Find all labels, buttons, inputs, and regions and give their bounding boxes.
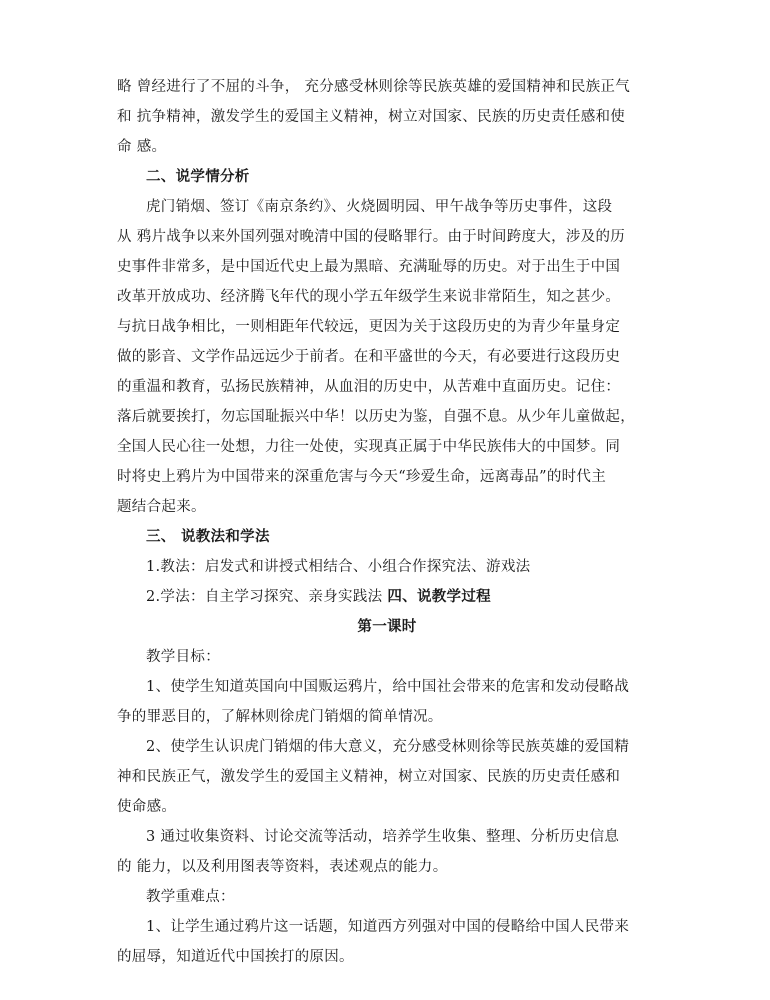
text-line: 做的影音、文学作品远远少于前者。在和平盛世的今天，有必要进行这段历史	[117, 349, 621, 365]
text-line: 2、使学生认识虎门销烟的伟大意义，充分感受林则徐等民族英雄的爱国精	[146, 739, 630, 755]
lesson-title: 第一课时	[357, 618, 417, 635]
text-line: 的 能力，以及利用图表等资料，表述观点的能力。	[117, 859, 448, 875]
text-line: 3 通过收集资料、讨论交流等活动，培养学生收集、整理、分析历史信息	[146, 829, 620, 845]
text-line: 和 抗争精神，激发学生的爱国主义精神，树立对国家、民族的历史责任感和使	[117, 109, 626, 125]
text-line: 从 鸦片战争以来外国列强对晚清中国的侵略罪行。由于时间跨度大，涉及的历	[117, 229, 626, 245]
text-line: 题结合起来。	[117, 499, 206, 515]
text-line: 1.教法：启发式和讲授式相结合、小组合作探究法、游戏法	[146, 559, 531, 575]
text-line: 使命感。	[117, 799, 177, 815]
section-heading: 二、说学情分析	[146, 168, 250, 185]
text-line: 略 曾经进行了不屈的斗争， 充分感受林则徐等民族英雄的爱国精神和民族正气	[117, 79, 631, 95]
section-heading: 四、说教学过程	[387, 588, 491, 605]
text-line: 命 感。	[117, 139, 167, 155]
text-line: 1、让学生通过鸦片这一话题，知道西方列强对中国的侵略给中国人民带来	[146, 919, 630, 935]
text-line: 教学重难点：	[146, 889, 235, 905]
text-line: 虎门销烟、签订《南京条约》、火烧圆明园、甲午战争等历史事件，这段	[146, 199, 613, 215]
text-line: 的重温和教育，弘扬民族精神，从血泪的历史中，从苦难中直面历史。记住：	[117, 379, 621, 395]
text-line: 与抗日战争相比，一则相距年代较远，更因为关于这段历史的为青少年量身定	[117, 319, 621, 335]
text-line: 落后就要挨打，勿忘国耻振兴中华！以历史为鉴，自强不息。从少年儿童做起，	[117, 409, 635, 425]
text-line: 神和民族正气，激发学生的爱国主义精神，树立对国家、民族的历史责任感和	[117, 769, 621, 785]
text-line: 时将史上鸦片为中国带来的深重危害与今天“珍爱生命，远离毒品”的时代主	[117, 469, 607, 485]
document-page	[117, 72, 657, 972]
text-span: 2.学法：自主学习探究、亲身实践法	[146, 589, 383, 605]
text-line: 的屈辱，知道近代中国挨打的原因。	[117, 949, 354, 965]
text-line: 全国人民心往一处想，力往一处使，实现真正属于中华民族伟大的中国梦。同	[117, 439, 621, 455]
text-line: 教学目标：	[146, 649, 220, 665]
text-line: 争的罪恶目的，了解林则徐虎门销烟的简单情况。	[117, 709, 443, 725]
text-line: 1、使学生知道英国向中国贩运鸦片，给中国社会带来的危害和发动侵略战	[146, 679, 630, 695]
text-line: 史事件非常多，是中国近代史上最为黑暗、充满耻辱的历史。对于出生于中国	[117, 259, 621, 275]
section-heading: 三、 说教法和学法	[146, 528, 270, 545]
text-line: 改革开放成功、经济腾飞年代的现小学五年级学生来说非常陌生，知之甚少。	[117, 289, 621, 305]
text-line	[117, 582, 657, 612]
